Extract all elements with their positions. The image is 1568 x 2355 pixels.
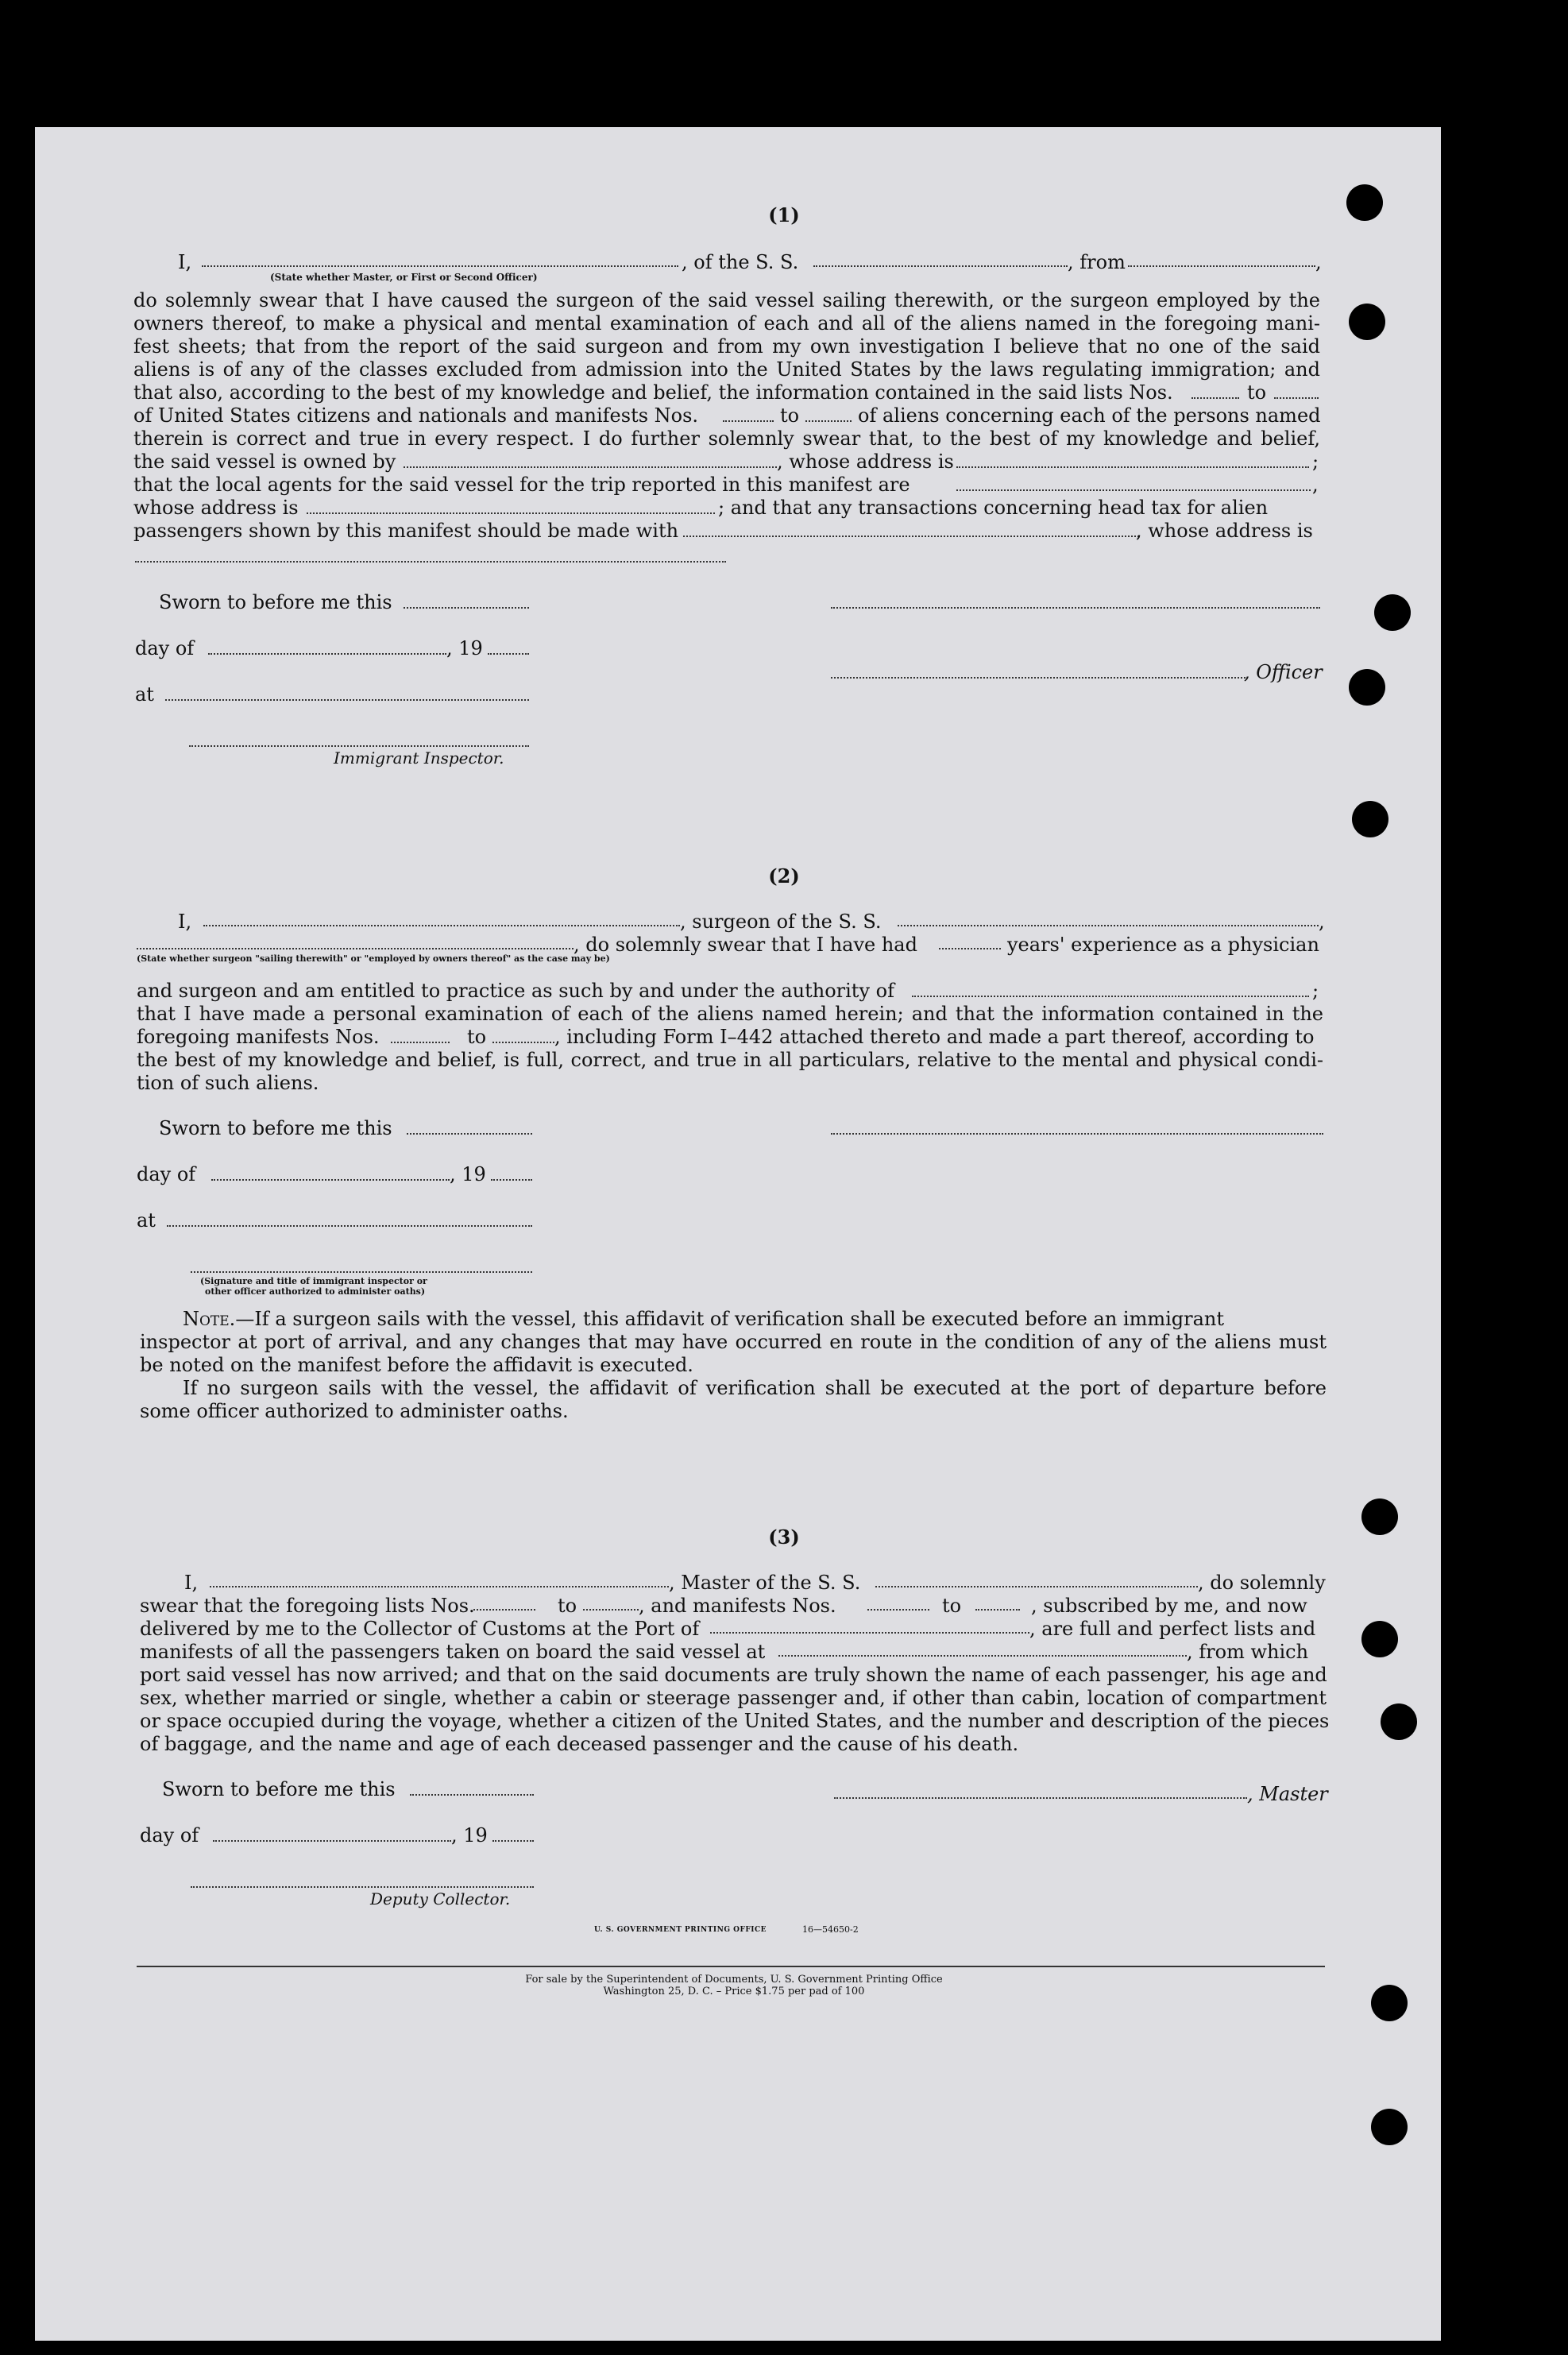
vessel-name-line[interactable] [813,265,1068,267]
sec3-subscribed: , subscribed by me, and now [1031,1595,1307,1617]
sec1-to-2: to [780,404,800,427]
surgeon-name-line[interactable] [203,925,680,926]
note-label-text: Note. [183,1308,236,1330]
sec3-manifest-to-line[interactable] [975,1609,1020,1611]
sec3-to-2: to [942,1595,962,1617]
sec2-line-1: that I have made a personal examination of each of the aliens named herein; and that the information contained in the [137,1003,1323,1025]
sec2-do-solemnly: , do solemnly swear that I have had [574,934,917,956]
sec1-owned-by: the said vessel is owned by [133,451,396,473]
sec2-including: , including Form I–442 attached thereto and made a part thereof, according to [554,1026,1315,1048]
sec2-surgeon-of: , surgeon of the S. S. [680,911,882,933]
punch-hole [1381,1703,1417,1740]
sec1-line-2: owners thereof, to make a physical and mental examination of each and all of the aliens named in the foregoing mani- [133,312,1320,334]
sec1-line-6: of United States citizens and nationals and manifests Nos. [133,404,699,427]
sec2-i: I, [178,911,192,933]
sec1-line-5: that also, according to the best of my knowledge and belief, the information contained in the said lists Nos. [133,381,1173,404]
punch-hole [1349,669,1385,706]
sec2-sworn-date-line[interactable] [407,1133,532,1135]
sec2-line-3: tion of such aliens. [137,1072,319,1094]
signature-line[interactable] [831,607,1320,609]
printing-office: U. S. GOVERNMENT PRINTING OFFICE [594,1926,767,1934]
note-line-2: inspector at port of arrival, and any changes that may have occurred en route in the condition of any of the aliens must [140,1331,1327,1353]
punch-hole [1349,304,1385,340]
sec2-place-line[interactable] [167,1225,532,1227]
footer-rule [137,1966,1325,1967]
master-signature-line[interactable] [834,1797,1247,1799]
note-line-4: If no surgeon sails with the vessel, the affidavit of verification shall be executed at the port of departure before [183,1377,1327,1399]
sec2-foregoing: foregoing manifests Nos. [137,1026,380,1048]
officer-name-line[interactable] [202,265,678,267]
sec3-manifests-all: manifests of all the passengers taken on board the said vessel at [140,1641,766,1663]
sec1-to-1: to [1247,381,1267,404]
section-3-number: (3) [768,1526,800,1549]
note-label [183,1308,1224,1331]
sec3-sworn: Sworn to before me this [162,1778,396,1800]
officer-caption: (State whether Master, or First or Second Officer) [270,272,538,283]
sec1-line-3: fest sheets; that from the report of the said surgeon and from my own investigation I believe that no one of the said [133,335,1320,358]
punch-hole [1374,594,1411,631]
sec1-inspector: Immigrant Inspector. [334,748,504,768]
sec1-transactions: ; and that any transactions concerning head tax for alien [718,497,1269,519]
port-line[interactable] [710,1632,1029,1634]
years-line[interactable] [939,948,1001,949]
sec3-line-4: of baggage, and the name and age of each deceased passenger and the cause of his death. [140,1733,1019,1755]
sec3-line-1: port said vessel has now arrived; and that on the said documents are truly shown the name of each passenger, his age and [140,1664,1327,1686]
sec2-year: , 19 [450,1163,486,1185]
sec1-line-1: do solemnly swear that I have caused the surgeon of the said vessel sailing therewith, or the surgeon employed by the [133,289,1320,311]
sec1-whose-address-2: , whose address is [1136,520,1313,542]
owner-address-line[interactable] [956,466,1309,468]
sec1-year: , 19 [446,637,483,659]
punch-hole [1352,801,1388,837]
sale-line-2: Washington 25, D. C. – Price $1.75 per pad of 100 [603,1986,865,1997]
head-tax-line[interactable] [683,536,1139,537]
place-line[interactable] [165,699,529,701]
sec3-do-solemnly: , do solemnly [1198,1572,1326,1594]
sec1-line-7: therein is correct and true in every respect. I do further solemnly swear that, to the best of my knowledge and belief, [133,427,1320,450]
sec3-year: , 19 [451,1824,488,1846]
sec1-day-of: day of [135,637,195,659]
note-line-5: some officer authorized to administer oaths. [140,1400,569,1422]
sec2-to: to [467,1026,487,1048]
note-line-1: —If a surgeon sails with the vessel, this affidavit of verification shall be executed before an immigrant [235,1308,1225,1330]
section-1-number: (1) [768,203,800,226]
sec2-inspector-signature-line[interactable] [191,1271,532,1273]
sec3-manifest-from-line[interactable] [867,1609,929,1611]
sec3-lists-from-line[interactable] [473,1609,535,1611]
note-line-3: be noted on the manifest before the affidavit is executed. [140,1354,693,1376]
sec1-whose-address-1: , whose address is [777,451,954,473]
sec3-master: , Master [1247,1783,1328,1805]
sec2-day-of: day of [137,1163,196,1185]
sec2-sworn: Sworn to before me this [159,1117,392,1139]
sec3-master-of: , Master of the S. S. [669,1572,861,1594]
manifests-from-line[interactable] [723,420,774,422]
lists-to-line[interactable] [1274,397,1319,399]
embark-port-line[interactable] [778,1655,1187,1657]
sec1-from: , from [1068,251,1126,273]
sec3-month-line[interactable] [213,1840,451,1842]
sec1-officer: , Officer [1244,661,1323,683]
sec1-aliens-named: of aliens concerning each of the persons named [858,404,1321,427]
authority-line[interactable] [912,996,1309,997]
lists-from-line[interactable] [1191,397,1239,399]
sec1-agents: that the local agents for the said vessel for the trip reported in this manifest are [133,474,910,496]
sec1-at: at [135,683,154,706]
sec2-authority: and surgeon and am entitled to practice as such by and under the authority of [137,980,894,1002]
sec3-deputy: Deputy Collector. [370,1889,511,1908]
agents-address-line[interactable] [307,512,715,514]
surgeon-caption: (State whether surgeon "sailing therewith" or "employed by owners thereof" as the case may be) [137,953,610,964]
agents-line[interactable] [956,489,1311,491]
sec3-year-line[interactable] [492,1840,534,1842]
sec3-lists-to-line[interactable] [583,1609,639,1611]
sec3-delivered: delivered by me to the Collector of Customs at the Port of [140,1618,700,1640]
sec3-full-perfect: , are full and perfect lists and [1029,1618,1316,1640]
sec1-i: I, [178,251,192,273]
head-tax-address-line[interactable] [135,561,726,563]
sec3-from-which: , from which [1187,1641,1309,1663]
sec2-at: at [137,1209,156,1232]
sec3-day-of: day of [140,1824,199,1846]
sec2-line-2: the best of my knowledge and belief, is full, correct, and true in all particulars, relative to the mental and physical condi- [137,1049,1323,1071]
sec2-years-exp: years' experience as a physician [1007,934,1319,956]
form-code: 16—54650-2 [802,1924,859,1935]
sec3-vessel-line[interactable] [875,1586,1198,1587]
sec3-i: I, [184,1572,199,1594]
sec3-swear: swear that the foregoing lists Nos. [140,1595,475,1617]
punch-hole [1371,2109,1408,2145]
sec3-and-manifests: , and manifests Nos. [639,1595,836,1617]
sec3-line-3: or space occupied during the voyage, whether a citizen of the United States, and the number and description of the pieces [140,1710,1330,1732]
sale-line-1: For sale by the Superintendent of Documents, U. S. Government Printing Office [525,1974,943,1986]
manifests-to-line[interactable] [805,420,852,422]
officer-signature-line[interactable] [831,677,1246,679]
sec2-signature-line[interactable] [831,1133,1323,1135]
sec1-whose-address-label: whose address is [133,497,299,519]
sec3-sworn-date-line[interactable] [410,1794,534,1796]
sworn-date-line[interactable] [404,607,529,609]
deputy-signature-line[interactable] [191,1886,534,1888]
sec2-manifest-from-line[interactable] [391,1042,450,1043]
sig-caption-1: (Signature and title of immigrant inspector or [200,1276,427,1286]
sec2-month-line[interactable] [211,1179,450,1181]
from-port-line[interactable] [1128,265,1315,267]
sec1-passengers: passengers shown by this manifest should be made with [133,520,679,542]
year-line[interactable] [488,653,529,655]
punch-hole [1361,1621,1398,1657]
sec1-sworn: Sworn to before me this [159,591,392,613]
surgeon-status-line[interactable] [137,948,574,949]
sec2-vessel-line[interactable] [898,925,1319,926]
sec1-line-4: aliens is of any of the classes excluded from admission into the United States by the laws regulating immigration; and [133,358,1320,381]
owner-line[interactable] [404,466,777,468]
sec3-line-2: sex, whether married or single, whether a cabin or steerage passenger and, if other than cabin, location of compartment [140,1687,1327,1709]
inspector-signature-line[interactable] [189,745,529,747]
section-2-number: (2) [768,864,800,887]
sec1-of-the-ss: , of the S. S. [682,251,799,273]
sec2-year-line[interactable] [491,1179,532,1181]
sec3-to-1: to [558,1595,577,1617]
sec2-manifest-to-line[interactable] [492,1042,554,1043]
month-line[interactable] [208,653,446,655]
master-name-line[interactable] [210,1586,669,1587]
sig-caption-2: other officer authorized to administer oaths) [205,1286,426,1297]
